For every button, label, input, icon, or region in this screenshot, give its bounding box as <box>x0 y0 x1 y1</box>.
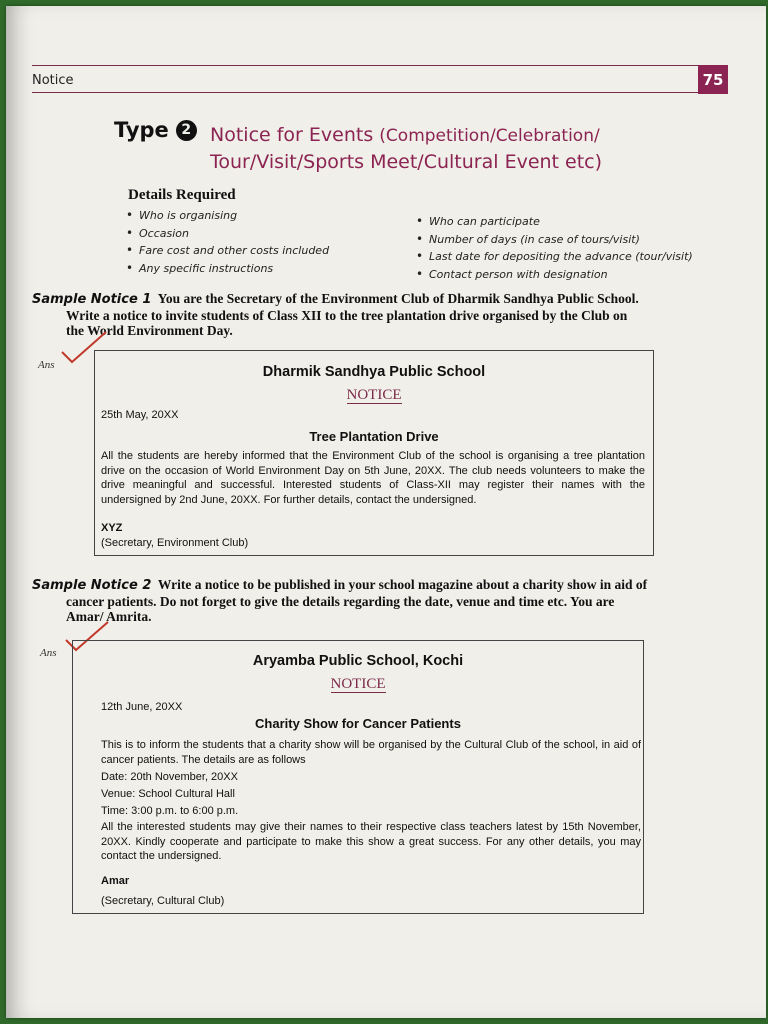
type-heading <box>114 118 206 142</box>
notice2-date-line: Date: 20th November, 20XX <box>101 771 238 783</box>
ans-label-1: Ans <box>38 359 55 371</box>
notice1-designation: (Secretary, Environment Club) <box>101 537 249 549</box>
notice2-time-line: Time: 3:00 p.m. to 6:00 p.m. <box>101 805 239 817</box>
notice1-body: All the students are hereby informed that the Environment Club of the school is organising a tree plantation drive on the occasion of World Environment Day on 5th June, 20XX. The club needs volunteers to make the drive meaningful and successful. Interested students of Class-XII may register their names with the undersigned by 2nd June, 20XX. For further details, contact the undersigned. <box>101 450 645 506</box>
notice-box-2 <box>72 640 644 914</box>
notice2-closing: All the interested students may give their names to their respective class teachers latest by 15th November, 20XX. Kindly cooperate and participate to make this show a great success. For any other details, you may contact the undersigned. <box>101 821 641 862</box>
notice2-venue-line: Venue: School Cultural Hall <box>101 788 235 800</box>
sample1-line3: the World Environment Day. <box>66 323 233 338</box>
type-title-paren: (Competition/Celebration/ <box>379 126 600 146</box>
type-title <box>210 122 680 175</box>
notice2-title <box>73 676 643 693</box>
type-label: Type <box>114 118 169 142</box>
notice2-school: Aryamba Public School, Kochi <box>252 653 464 669</box>
notice-box-1 <box>94 350 654 556</box>
notice1-signatory: XYZ <box>101 522 123 534</box>
sample2-line1: Write a notice to be published in your school magazine about a charity show in aid of <box>157 577 648 592</box>
type-title-line1: Notice for Events <box>210 124 374 146</box>
details-left-list <box>126 209 329 279</box>
details-item: • Fare cost and other costs included <box>126 244 329 262</box>
book-page <box>6 6 766 1018</box>
section-label: Notice <box>32 73 74 88</box>
details-item: • Who can participate <box>416 215 693 233</box>
notice2-signatory: Amar <box>101 875 130 887</box>
details-heading: Details Required <box>128 187 236 203</box>
notice1-notice-word: NOTICE <box>346 387 402 403</box>
notice2-intro: This is to inform the students that a charity show will be organised by the Cultural Club of the school, in aid of cancer patients. The details are as follows <box>101 739 641 766</box>
sample-question-2 <box>32 577 692 625</box>
notice1-date: 25th May, 20XX <box>101 409 179 421</box>
type-title-line2: Tour/Visit/Sports Meet/Cultural Event etc) <box>210 151 603 173</box>
page-number: 75 <box>698 65 728 94</box>
sample2-line3: Amar/ Amrita. <box>66 609 152 624</box>
details-item: • Contact person with designation <box>416 268 693 286</box>
details-item: • Occasion <box>126 227 329 245</box>
header-rule <box>32 65 702 93</box>
details-item: • Last date for depositing the advance (tour/visit) <box>416 250 693 268</box>
notice2-date: 12th June, 20XX <box>101 701 183 713</box>
sample-label-1: Sample Notice 1 <box>32 292 152 307</box>
notice2-topic: Charity Show for Cancer Patients <box>255 716 461 731</box>
sample2-line2: cancer patients. Do not forget to give the details regarding the date, venue and time etc. You are <box>66 593 615 609</box>
sample1-line2: Write a notice to invite students of Class XII to the tree plantation drive organised by the Club on <box>66 307 628 323</box>
notice2-notice-word: NOTICE <box>330 676 386 692</box>
notice2-designation: (Secretary, Cultural Club) <box>101 895 225 907</box>
notice1-title <box>95 387 653 404</box>
notice1-school: Dharmik Sandhya Public School <box>262 364 486 380</box>
sample1-line1: You are the Secretary of the Environment Club of Dharmik Sandhya Public School. <box>157 291 639 306</box>
notice1-topic: Tree Plantation Drive <box>309 429 439 444</box>
sample-label-2: Sample Notice 2 <box>32 578 152 593</box>
sample-question-1 <box>32 291 682 339</box>
type-number-badge: 2 <box>176 120 197 141</box>
details-item: • Any specific instructions <box>126 262 329 280</box>
details-right-list <box>416 215 693 285</box>
ans-label-2: Ans <box>40 647 57 659</box>
details-item: • Who is organising <box>126 209 329 227</box>
details-item: • Number of days (in case of tours/visit) <box>416 233 693 251</box>
